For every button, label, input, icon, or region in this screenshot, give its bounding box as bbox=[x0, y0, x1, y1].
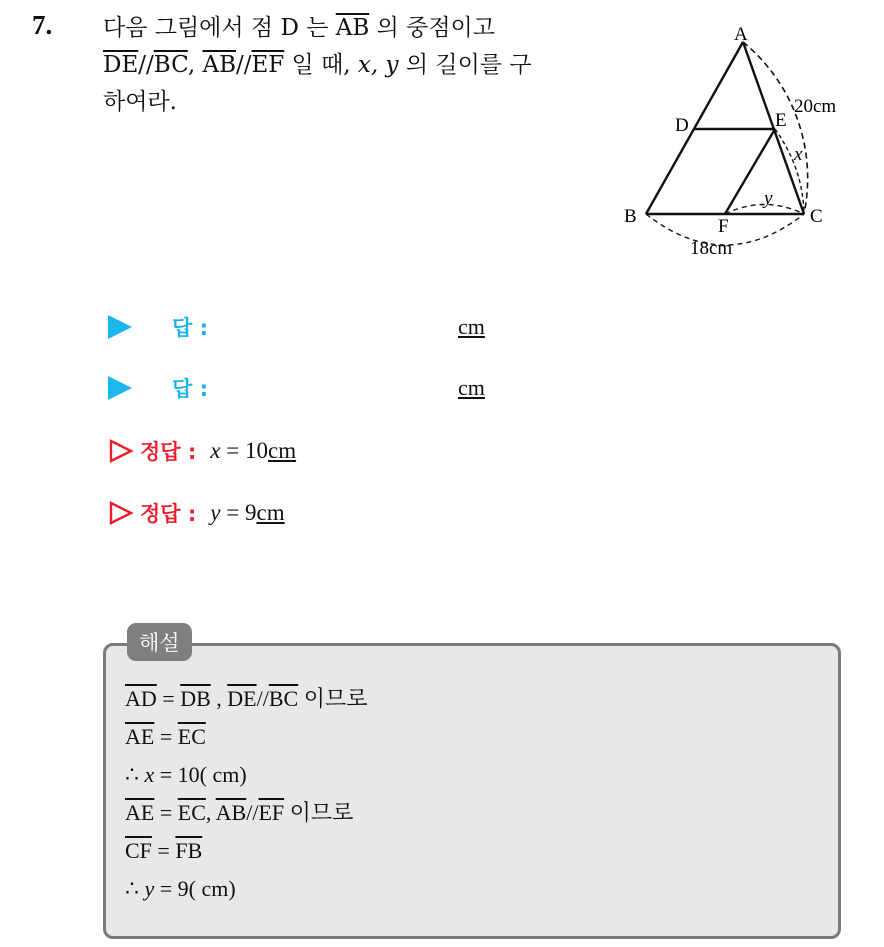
solution-line-4 bbox=[125, 794, 367, 832]
correct-answer-2 bbox=[108, 495, 285, 531]
segment: $\overline{AB}$ bbox=[202, 52, 236, 78]
unit: cm bbox=[267, 438, 297, 463]
eq: = bbox=[154, 724, 178, 749]
question-line-1 bbox=[103, 10, 603, 47]
var: x bbox=[144, 762, 155, 787]
length-bc: 18cm bbox=[690, 238, 733, 259]
segment: $\overline{EC}$ bbox=[177, 724, 206, 749]
outline-triangle-icon bbox=[108, 500, 134, 526]
answer-value bbox=[210, 500, 284, 526]
solution-line-5 bbox=[125, 832, 367, 870]
filled-triangle-icon bbox=[108, 376, 132, 400]
unit: cm bbox=[256, 500, 285, 525]
eq: = 10 bbox=[220, 438, 268, 463]
solution-line-1 bbox=[125, 680, 367, 718]
answer-blank-1 bbox=[108, 309, 485, 345]
answer-label: 답 : bbox=[172, 316, 208, 340]
filled-triangle-icon bbox=[108, 315, 132, 339]
text: 의 길이를 구 bbox=[398, 52, 532, 78]
text: 일 때, bbox=[284, 52, 358, 78]
eq: = 9 bbox=[220, 500, 257, 525]
question-number: 7. bbox=[32, 10, 53, 40]
label-b: B bbox=[624, 206, 637, 227]
outline-triangle-icon bbox=[108, 438, 134, 464]
segment: $\overline{AD}$ bbox=[125, 686, 157, 711]
variables: x, y bbox=[357, 52, 399, 78]
text: 의 중점이고 bbox=[369, 15, 495, 41]
segment: $\overline{CF}$ bbox=[125, 838, 152, 863]
segment: $\overline{BC}$ bbox=[153, 52, 188, 78]
solution-line-2 bbox=[125, 718, 367, 756]
segment: $\overline{AE}$ bbox=[125, 800, 155, 825]
answer-blank-2 bbox=[108, 370, 485, 406]
solution-line-3 bbox=[125, 756, 367, 794]
var-y: y bbox=[764, 188, 773, 209]
correct-label: 정답 : bbox=[140, 502, 197, 526]
correct-answer-1 bbox=[108, 433, 296, 469]
segment: $\overline{BC}$ bbox=[268, 686, 299, 711]
segment: $\overline{AE}$ bbox=[125, 724, 155, 749]
answer-value bbox=[210, 438, 296, 464]
question-text bbox=[103, 10, 603, 121]
text: 다음 그림에서 점 D 는 bbox=[103, 15, 336, 41]
label-c: C bbox=[810, 206, 823, 227]
var-x: x bbox=[794, 144, 803, 165]
segment: $\overline{DE}$ bbox=[103, 52, 139, 78]
text: = 9( cm) bbox=[154, 876, 236, 901]
eq: = bbox=[154, 800, 178, 825]
text: 이므로 bbox=[298, 686, 368, 711]
therefore: ∴ bbox=[125, 762, 145, 787]
sep: , bbox=[205, 800, 216, 825]
segment: $\overline{AB}$ bbox=[335, 15, 370, 41]
solution-text bbox=[125, 680, 367, 908]
parallel-sign: // bbox=[256, 686, 269, 711]
parallel-sign: // bbox=[235, 52, 252, 78]
answer-unit[interactable]: cm bbox=[458, 375, 485, 400]
label-a: A bbox=[734, 24, 748, 45]
eq: = bbox=[156, 686, 181, 711]
correct-label: 정답 : bbox=[140, 440, 197, 464]
segment: $\overline{EC}$ bbox=[177, 800, 206, 825]
label-d: D bbox=[675, 115, 689, 136]
label-f: F bbox=[718, 216, 729, 237]
var: y bbox=[144, 876, 155, 901]
triangle-figure bbox=[610, 18, 870, 268]
question-line-2 bbox=[103, 47, 603, 84]
eq: = bbox=[151, 838, 176, 863]
text: = 10( cm) bbox=[154, 762, 247, 787]
segment: $\overline{FB}$ bbox=[175, 838, 203, 863]
sep: , bbox=[210, 686, 228, 711]
answer-label: 답 : bbox=[172, 377, 208, 401]
label-e: E bbox=[775, 110, 787, 131]
solution-tag: 해설 bbox=[127, 623, 192, 661]
answer-unit[interactable]: cm bbox=[458, 314, 485, 339]
parallel-sign: // bbox=[246, 800, 259, 825]
segment: $\overline{EF}$ bbox=[258, 800, 285, 825]
text: , bbox=[187, 52, 203, 78]
var: y bbox=[210, 500, 221, 525]
solution-line-6 bbox=[125, 870, 367, 908]
length-ac: 20cm bbox=[794, 96, 837, 117]
parallel-sign: // bbox=[138, 52, 154, 78]
segment: $\overline{AB}$ bbox=[215, 800, 247, 825]
question-line-3: 하여라. bbox=[103, 89, 177, 115]
text: 이므로 bbox=[284, 800, 354, 825]
therefore: ∴ bbox=[125, 876, 145, 901]
segment: $\overline{DE}$ bbox=[227, 686, 257, 711]
segment: $\overline{EF}$ bbox=[251, 52, 285, 78]
var: x bbox=[210, 438, 221, 463]
segment: $\overline{DB}$ bbox=[180, 686, 211, 711]
